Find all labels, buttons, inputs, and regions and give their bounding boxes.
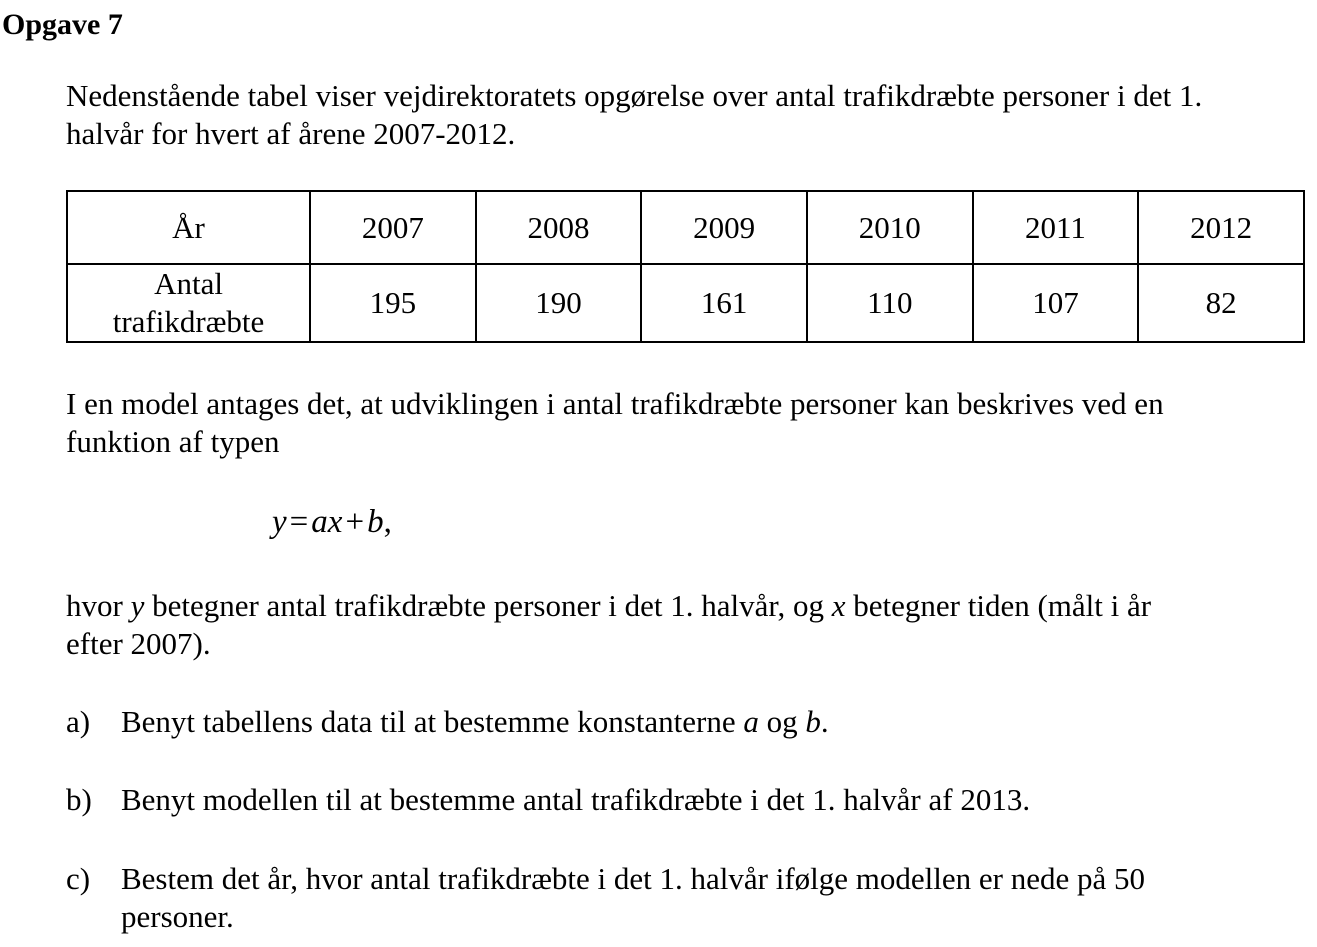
- question-c-line-2: personer.: [121, 899, 234, 934]
- intro-paragraph: [66, 77, 1311, 153]
- table-header-deaths: [67, 264, 310, 342]
- table-header-deaths-line-1: Antal: [154, 266, 223, 301]
- table-cell-year: 2009: [641, 191, 807, 264]
- formula-plus: +: [345, 504, 365, 540]
- question-b-text: [121, 781, 1311, 819]
- question-c: [66, 860, 1311, 936]
- table-cell-deaths: 161: [641, 264, 807, 342]
- question-a-text-part: .: [820, 704, 829, 739]
- traffic-deaths-table: [66, 190, 1305, 343]
- question-a-var-b: b: [805, 704, 821, 739]
- definition-var-y: y: [130, 588, 145, 623]
- question-b-line: Benyt modellen til at bestemme antal trafikdræbte i det 1. halvår af 2013.: [121, 782, 1031, 817]
- table-cell-deaths: 110: [807, 264, 973, 342]
- exercise-title: Opgave 7: [2, 8, 123, 41]
- table-cell-year: 2007: [310, 191, 476, 264]
- table-cell-year: 2011: [973, 191, 1139, 264]
- question-b: [66, 781, 1311, 819]
- table-cell-deaths: 190: [476, 264, 642, 342]
- formula-var-b: b: [367, 504, 384, 540]
- formula-comma: ,: [383, 504, 392, 540]
- definition-text: hvor: [66, 588, 131, 623]
- definition-text: betegner tiden (målt i år: [845, 588, 1152, 623]
- definition-var-x: x: [831, 588, 846, 623]
- table-cell-year: 2010: [807, 191, 973, 264]
- table-cell-year: 2008: [476, 191, 642, 264]
- intro-line-2: halvår for hvert af årene 2007-2012.: [66, 116, 516, 151]
- table-header-deaths-line-2: trafikdræbte: [112, 304, 265, 339]
- table-cell-deaths: 195: [310, 264, 476, 342]
- question-a-text-part: og: [758, 704, 806, 739]
- formula-var-ax: ax: [311, 504, 343, 540]
- model-paragraph: [66, 385, 1311, 461]
- formula-var-y: y: [272, 504, 287, 540]
- model-formula: [272, 502, 392, 542]
- model-line-2: funktion af typen: [66, 424, 280, 459]
- model-line-1: I en model antages det, at udviklingen i antal trafikdræbte personer kan beskrives ved en: [66, 386, 1164, 421]
- question-a-label: a): [66, 704, 91, 739]
- question-c-label: c): [66, 861, 91, 896]
- table-row-deaths: [67, 264, 1304, 342]
- question-a-text: [121, 703, 1311, 741]
- definition-line-2: efter 2007).: [66, 626, 211, 661]
- definition-line-1: [66, 587, 1311, 625]
- question-c-text: [121, 860, 1311, 936]
- question-a-var-a: a: [743, 704, 759, 739]
- table-cell-deaths: 107: [973, 264, 1139, 342]
- question-a-text-part: Benyt tabellens data til at bestemme konstanterne: [121, 704, 744, 739]
- intro-line-1: Nedenstående tabel viser vejdirektoratets opgørelse over antal trafikdræbte personer i det 1.: [66, 78, 1203, 113]
- table-row-years: [67, 191, 1304, 264]
- table-header-year: År: [67, 191, 310, 264]
- definition-paragraph: [66, 587, 1311, 663]
- formula-equals: =: [289, 504, 309, 540]
- question-c-line-1: Bestem det år, hvor antal trafikdræbte i det 1. halvår ifølge modellen er nede på 50: [121, 861, 1145, 896]
- definition-text: betegner antal trafikdræbte personer i det 1. halvår, og: [144, 588, 832, 623]
- question-a: [66, 703, 1311, 741]
- table-cell-deaths: 82: [1138, 264, 1304, 342]
- table-cell-year: 2012: [1138, 191, 1304, 264]
- question-b-label: b): [66, 782, 92, 817]
